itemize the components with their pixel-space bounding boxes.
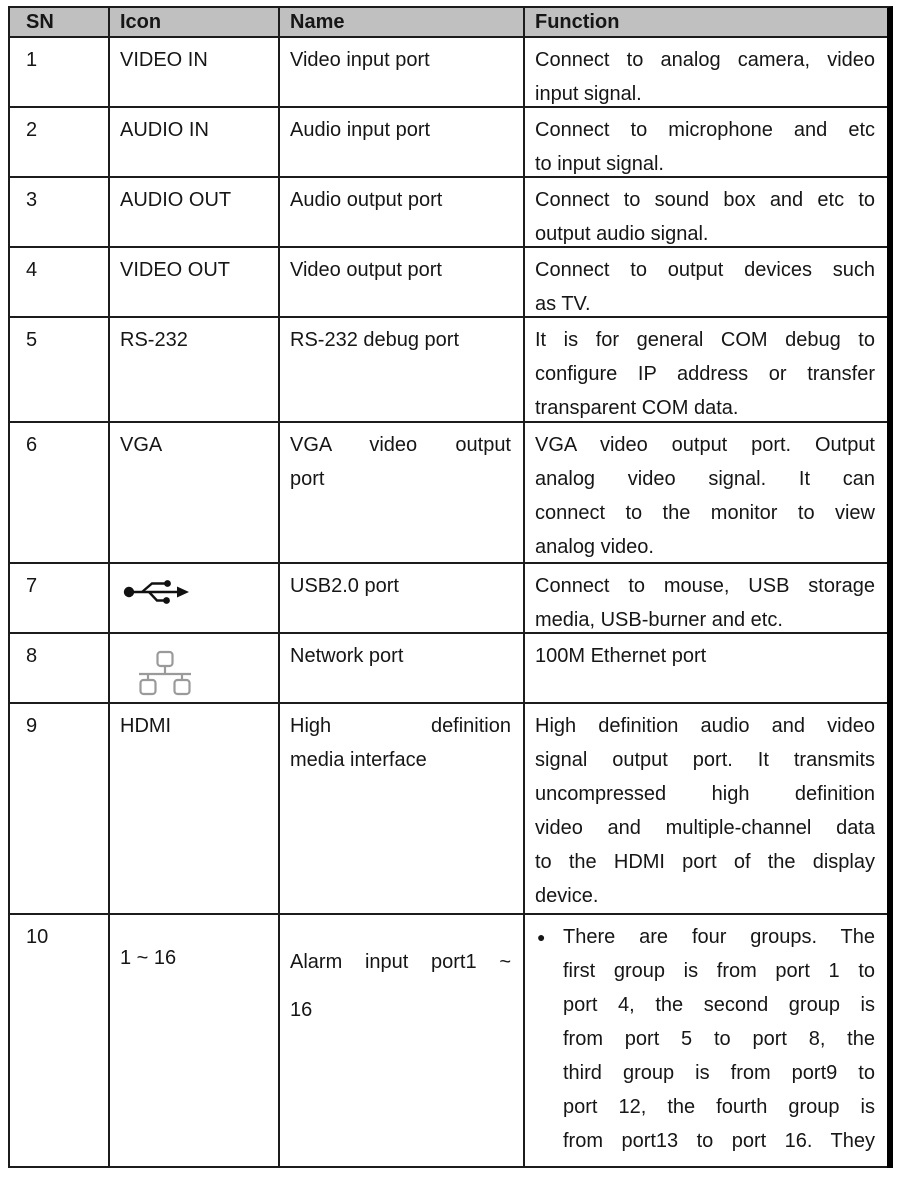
sn-cell: 7 [10,564,110,632]
name-cell: Video output port [280,248,525,316]
icon-cell: VGA [110,423,280,562]
name-cell: High definition media interface [280,704,525,913]
icon-cell: AUDIO IN [110,108,280,176]
function-cell: High definition audio and video signal output port. It transmits uncompressed high definition video and multiple-channel data to the HDMI port of the display device. [535,715,875,907]
sn-cell: 2 [10,108,110,176]
function-cell: Connect to mouse, USB storage media, USB-burner and etc. [535,575,875,631]
ethernet-icon [136,650,194,696]
header-name: Name [280,8,525,36]
sn-cell: 6 [10,423,110,562]
name-cell: Alarm input port1 ~ 16 [280,915,525,1166]
sn-cell: 4 [10,248,110,316]
icon-cell: AUDIO OUT [110,178,280,246]
name-cell: Video input port [280,38,525,106]
bullet-text: There are four groups. The first group is from port 1 to port 4, the second group is from port 5 to port 8, the third group is from port9 to port 12, the fourth group is from port13 to port 16. They [563,926,875,1152]
name-cell: VGA video output port [280,423,525,562]
name-cell: Network port [280,634,525,702]
function-cell: Connect to sound box and etc to output audio signal. [535,189,875,245]
table-row-video-out [10,248,887,318]
bullet-icon: ● [537,929,546,945]
function-cell: VGA video output port. Output analog video signal. It can connect to the monitor to view analog video. [535,434,875,558]
sn-cell: 10 [10,915,110,1166]
table-row-video-in [10,38,887,108]
function-cell: Connect to microphone and etc to input signal. [535,119,875,175]
icon-cell [110,564,280,632]
header-function: Function [525,8,887,36]
sn-cell: 8 [10,634,110,702]
name-cell: Audio output port [280,178,525,246]
function-cell: Connect to analog camera, video input signal. [535,49,875,105]
name-cell: RS-232 debug port [280,318,525,421]
icon-cell [110,634,280,702]
sn-cell: 1 [10,38,110,106]
table-header-row [10,8,887,38]
usb-icon [122,576,190,606]
table-row-rs232 [10,318,887,423]
name-cell: Audio input port [280,108,525,176]
function-cell [525,915,887,1166]
header-icon: Icon [110,8,280,36]
name-cell: USB2.0 port [280,564,525,632]
sn-cell: 5 [10,318,110,421]
sn-cell: 9 [10,704,110,913]
icon-cell: 1 ~ 16 [110,915,280,1166]
table-row-alarm-input [10,915,887,1168]
table-row-hdmi [10,704,887,915]
table-row-audio-in [10,108,887,178]
sn-cell: 3 [10,178,110,246]
function-cell: Connect to output devices such as TV. [535,259,875,315]
table-row-audio-out [10,178,887,248]
function-cell: 100M Ethernet port [535,645,707,667]
table-row-usb [10,564,887,634]
table-row-network [10,634,887,704]
icon-cell: HDMI [110,704,280,913]
icon-cell: VIDEO OUT [110,248,280,316]
function-cell: It is for general COM debug to configure IP address or transfer transparent COM data. [535,329,875,419]
icon-cell: RS-232 [110,318,280,421]
header-sn: SN [10,8,110,36]
ports-table [8,6,893,1168]
table-row-vga [10,423,887,564]
icon-cell: VIDEO IN [110,38,280,106]
